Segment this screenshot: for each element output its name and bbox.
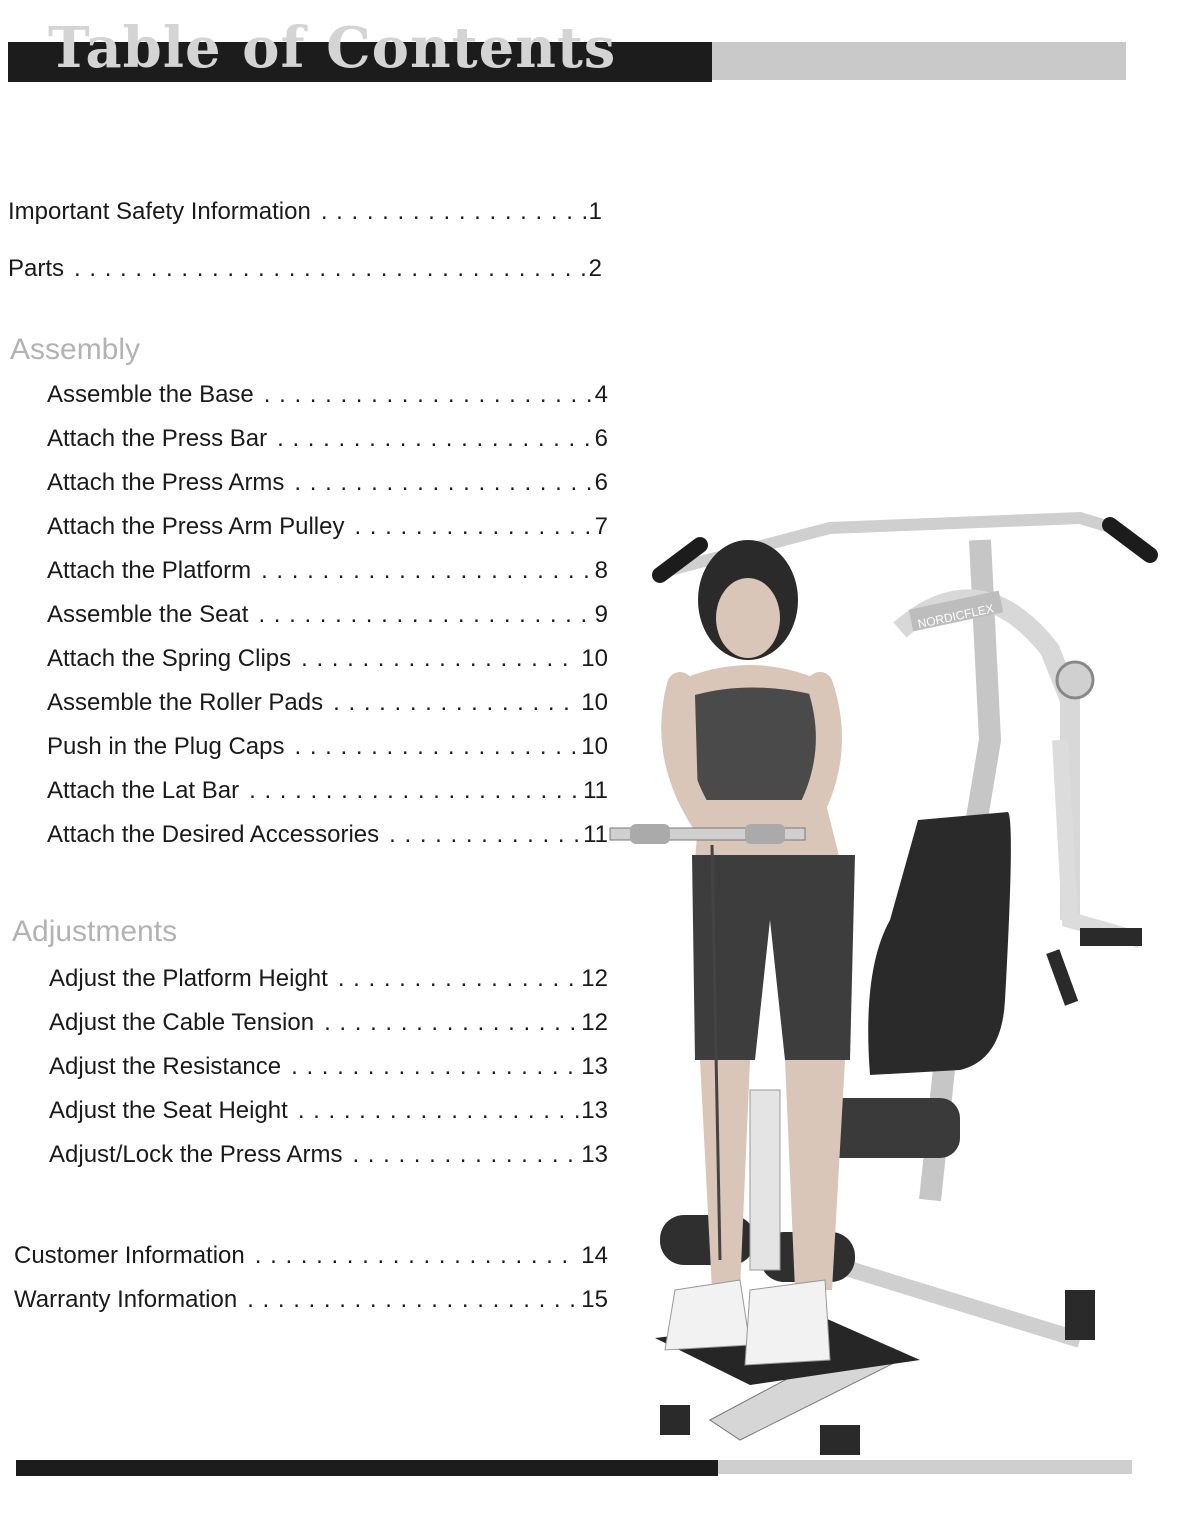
exercise-machine-photo bbox=[600, 500, 1180, 1460]
toc-entry-page: 13 bbox=[581, 1053, 608, 1080]
toc-entry-label: Adjust/Lock the Press Arms bbox=[49, 1141, 343, 1168]
toc-leader-dots bbox=[354, 513, 592, 541]
toc-entry-page: 11 bbox=[583, 821, 608, 848]
toc-entry-page: 6 bbox=[594, 425, 608, 452]
toc-entry-page: 10 bbox=[581, 645, 608, 672]
toc-leader-dots bbox=[261, 557, 593, 585]
toc-entry-label: Attach the Press Bar bbox=[47, 425, 268, 452]
toc-entry-label: Adjust the Cable Tension bbox=[49, 1009, 315, 1036]
toc-entry-label: Adjust the Seat Height bbox=[49, 1097, 288, 1124]
toc-entry bbox=[8, 198, 602, 226]
toc-leader-dots bbox=[352, 1141, 579, 1169]
toc-leader-dots bbox=[74, 255, 587, 283]
toc-entry-label: Adjust the Resistance bbox=[49, 1053, 282, 1080]
section-heading-adjustments: Adjustments bbox=[12, 915, 178, 948]
toc-entry-label: Assemble the Base bbox=[47, 381, 254, 408]
toc-entry bbox=[49, 1097, 608, 1125]
toc-entry-page: 9 bbox=[594, 601, 608, 628]
toc-entry bbox=[49, 965, 608, 993]
toc-entry-label: Attach the Spring Clips bbox=[47, 645, 292, 672]
toc-entry-page: 8 bbox=[594, 557, 608, 584]
toc-entry-label: Warranty Information bbox=[14, 1286, 238, 1313]
toc-entry-page: 7 bbox=[594, 513, 608, 540]
toc-entry bbox=[47, 733, 608, 761]
toc-entry-page: 12 bbox=[581, 1009, 608, 1036]
toc-entry bbox=[47, 381, 608, 409]
toc-entry-page: 15 bbox=[581, 1286, 608, 1313]
toc-leader-dots bbox=[264, 381, 593, 409]
toc-entry bbox=[47, 513, 608, 541]
toc-entry bbox=[47, 777, 608, 805]
toc-leader-dots bbox=[291, 1053, 579, 1081]
toc-entry-label: Adjust the Platform Height bbox=[49, 965, 328, 992]
toc-entry-label: Attach the Lat Bar bbox=[47, 777, 240, 804]
footer-bar-extension bbox=[718, 1460, 1132, 1474]
toc-entry-label: Attach the Press Arms bbox=[47, 469, 285, 496]
toc-entry bbox=[47, 469, 608, 497]
toc-entry bbox=[47, 557, 608, 585]
toc-entry-label: Push in the Plug Caps bbox=[47, 733, 285, 760]
section-heading-assembly: Assembly bbox=[10, 333, 141, 366]
toc-leader-dots bbox=[249, 777, 581, 805]
toc-leader-dots bbox=[301, 645, 579, 673]
toc-leader-dots bbox=[389, 821, 581, 849]
toc-entry-label: Attach the Platform bbox=[47, 557, 252, 584]
toc-leader-dots bbox=[294, 733, 579, 761]
toc-entry bbox=[47, 821, 608, 849]
toc-entry bbox=[47, 425, 608, 453]
toc-entry-label: Attach the Press Arm Pulley bbox=[47, 513, 345, 540]
toc-entry bbox=[14, 1286, 608, 1314]
toc-entry-page: 10 bbox=[581, 733, 608, 760]
toc-entry bbox=[47, 689, 608, 717]
toc-entry bbox=[8, 255, 602, 283]
toc-entry bbox=[47, 645, 608, 673]
toc-entry-page: 12 bbox=[581, 965, 608, 992]
toc-leader-dots bbox=[247, 1286, 579, 1314]
title-banner-extension bbox=[712, 42, 1126, 80]
toc-entry-label: Important Safety Information bbox=[8, 198, 311, 225]
toc-entry-label: Assemble the Seat bbox=[47, 601, 249, 628]
machine-brand-label: NORDICFLEX bbox=[916, 601, 996, 632]
toc-entry bbox=[49, 1141, 608, 1169]
toc-entry-label: Parts bbox=[8, 255, 65, 282]
toc-entry-page: 14 bbox=[581, 1242, 608, 1269]
toc-leader-dots bbox=[277, 425, 593, 453]
toc-leader-dots bbox=[294, 469, 592, 497]
toc-entry-page: 11 bbox=[583, 777, 608, 804]
toc-leader-dots bbox=[321, 198, 587, 226]
toc-entry-page: 2 bbox=[588, 255, 602, 282]
toc-entry-page: 10 bbox=[581, 689, 608, 716]
toc-leader-dots bbox=[324, 1009, 579, 1037]
footer-bar bbox=[16, 1460, 718, 1476]
toc-leader-dots bbox=[338, 965, 579, 993]
toc-leader-dots bbox=[258, 601, 592, 629]
toc-entry bbox=[49, 1009, 608, 1037]
toc-entry-label: Assemble the Roller Pads bbox=[47, 689, 324, 716]
toc-leader-dots bbox=[255, 1242, 580, 1270]
toc-entry bbox=[49, 1053, 608, 1081]
toc-entry bbox=[47, 601, 608, 629]
toc-entry-label: Customer Information bbox=[14, 1242, 245, 1269]
toc-entry-page: 1 bbox=[588, 198, 602, 225]
toc-entry-label: Attach the Desired Accessories bbox=[47, 821, 380, 848]
toc-leader-dots bbox=[333, 689, 579, 717]
toc-entry bbox=[14, 1242, 608, 1270]
toc-leader-dots bbox=[298, 1097, 579, 1125]
toc-entry-page: 13 bbox=[581, 1141, 608, 1168]
toc-entry-page: 6 bbox=[594, 469, 608, 496]
page-title: Table of Contents bbox=[48, 15, 617, 81]
toc-entry-page: 13 bbox=[581, 1097, 608, 1124]
toc-entry-page: 4 bbox=[594, 381, 608, 408]
